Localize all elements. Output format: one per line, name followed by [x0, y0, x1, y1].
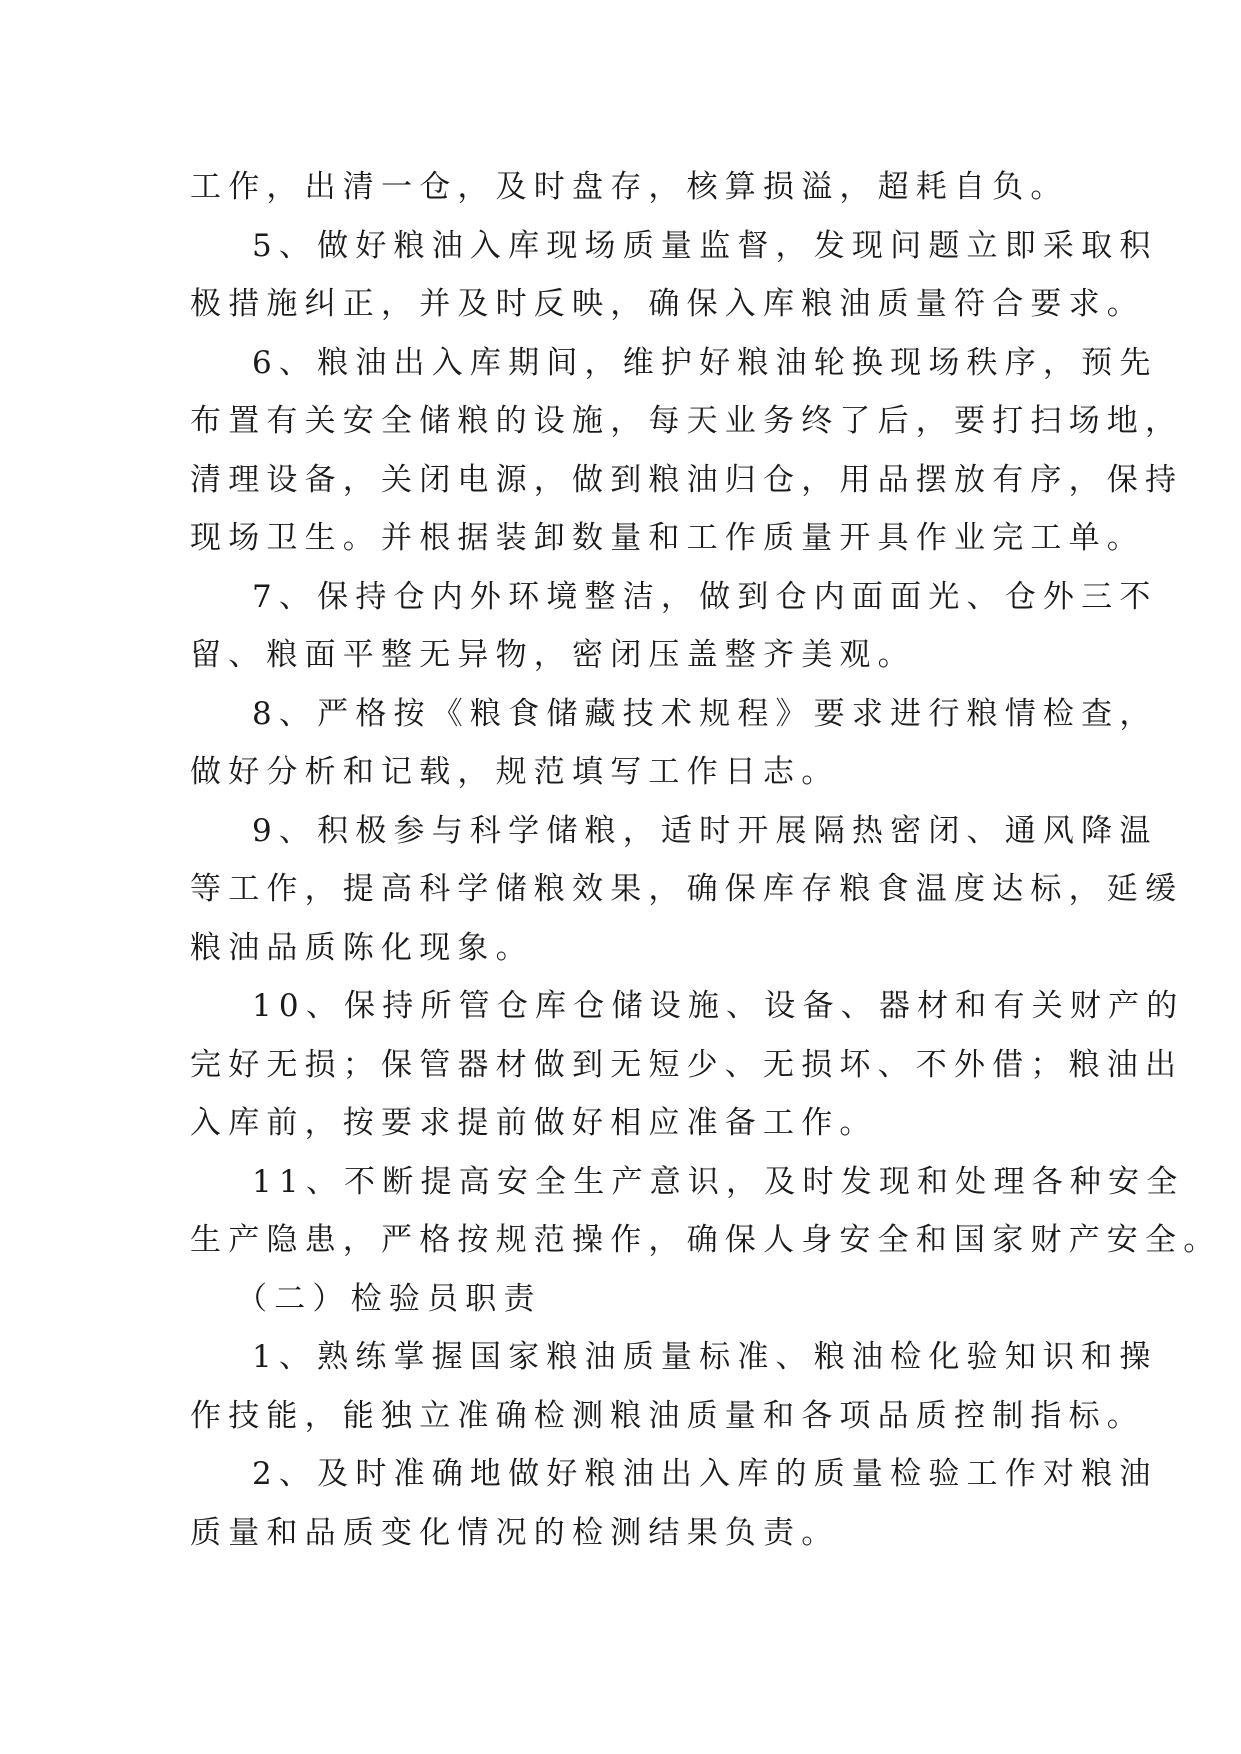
- text-line-15: 10、保持所管仓库仓储设施、设备、器材和有关财产的: [252, 988, 1185, 1024]
- text-line-2: 5、做好粮油入库现场质量监督，发现问题立即采取积: [252, 227, 1158, 264]
- section-heading: （二）检验员职责: [236, 1280, 542, 1317]
- text-line-18: 11、不断提高安全生产意识，及时发现和处理各种安全: [252, 1163, 1185, 1200]
- text-line-10: 8、严格按《粮食储藏技术规程》要求进行粮情检查，: [252, 695, 1158, 732]
- document-page: [190, 158, 1222, 1562]
- text-line-17: 入库前，按要求提前做好相应准备工作。: [190, 1105, 878, 1141]
- text-line-6: 清理设备，关闭电源，做到粮油归仓，用品摆放有序，保持: [190, 461, 1184, 498]
- text-line-23: 2、及时准确地做好粮油出入库的质量检验工作对粮油: [252, 1456, 1158, 1492]
- text-line-5: 布置有关安全储粮的设施，每天业务终了后，要打扫场地，: [190, 403, 1184, 439]
- text-line-13: 等工作，提高科学储粮效果，确保库存粮食温度达标，延缓: [190, 871, 1184, 907]
- text-line-19: 生产隐患，严格按规范操作，确保人身安全和国家财产安全。: [190, 1222, 1222, 1258]
- text-line-7: 现场卫生。并根据装卸数量和工作质量开具作业完工单。: [190, 520, 1145, 556]
- text-line-11: 做好分析和记载，规范填写工作日志。: [190, 754, 840, 790]
- text-line-12: 9、积极参与科学储粮，适时开展隔热密闭、通风降温: [252, 812, 1158, 849]
- text-line-21: 1、熟练掌握国家粮油质量标准、粮油检化验知识和操: [252, 1339, 1158, 1375]
- text-line-9: 留、粮面平整无异物，密闭压盖整齐美观。: [190, 637, 916, 673]
- text-line-4: 6、粮油出入库期间，维护好粮油轮换现场秩序，预先: [252, 344, 1158, 381]
- text-line-3: 极措施纠正，并及时反映，确保入库粮油质量符合要求。: [190, 286, 1145, 322]
- text-line-1: 工作，出清一仓，及时盘存，核算损溢，超耗自负。: [190, 169, 1069, 205]
- text-line-8: 7、保持仓内外环境整洁，做到仓内面面光、仓外三不: [252, 578, 1158, 615]
- text-line-14: 粮油品质陈化现象。: [190, 929, 534, 966]
- text-line-24: 质量和品质变化情况的检测结果负责。: [190, 1514, 840, 1551]
- text-line-16: 完好无损；保管器材做到无短少、无损坏、不外借；粮油出: [190, 1046, 1184, 1083]
- text-line-22: 作技能，能独立准确检测粮油质量和各项品质控制指标。: [190, 1397, 1145, 1434]
